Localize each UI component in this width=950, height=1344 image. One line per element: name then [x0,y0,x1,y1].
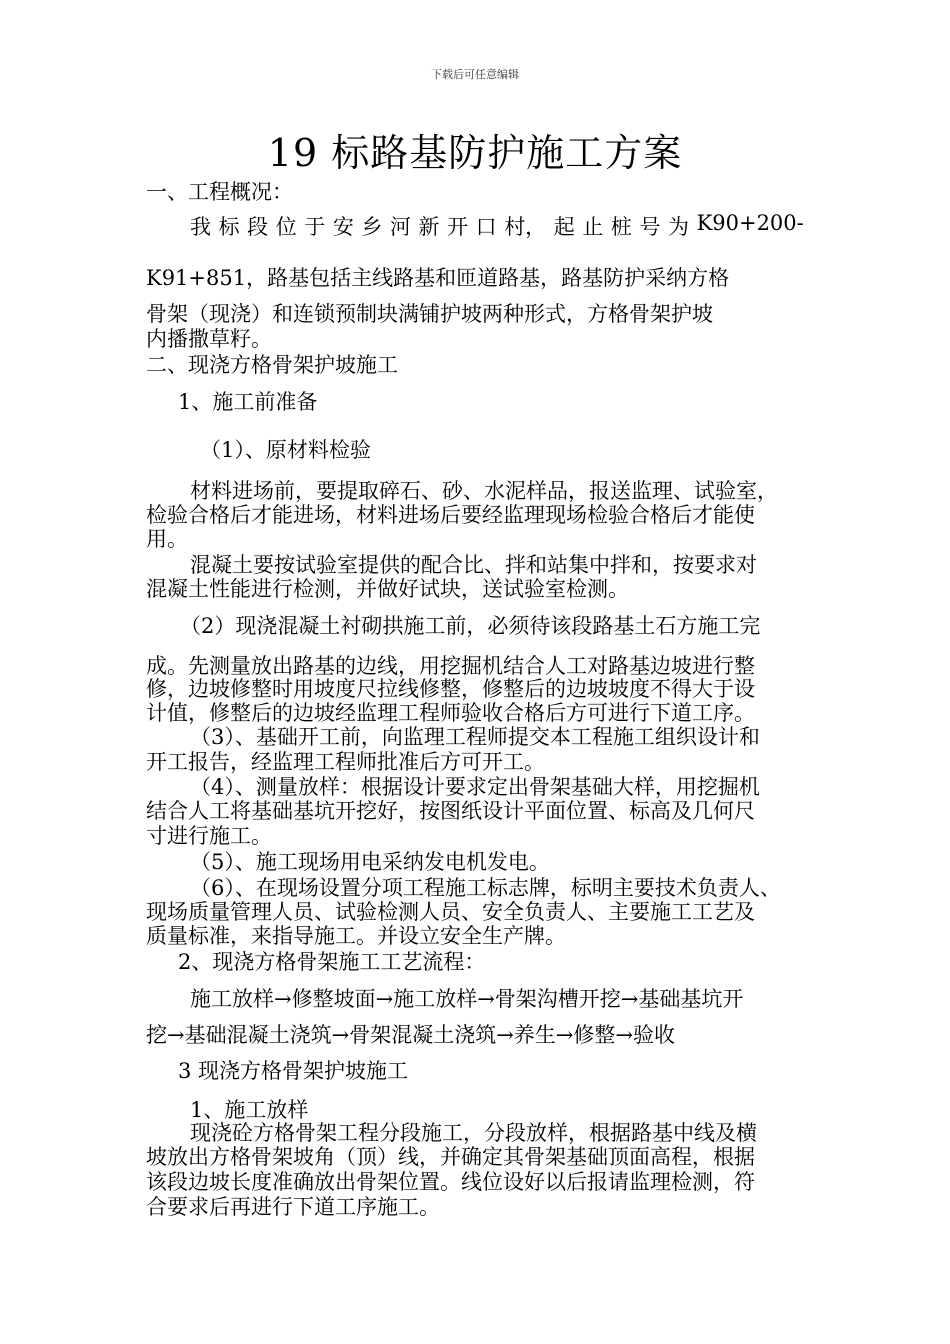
text-char: 止 [582,215,604,239]
paragraph-line: 开工报告，经监理工程师批准后方可开工。 [146,750,545,774]
text-char: 安 [332,215,354,239]
paragraph-line: 材料进场前，要提取碎石、砂、水泥样品，报送监理、试验室， [190,479,778,503]
paragraph-line: 成。先测量放出路基的边线，用挖掘机结合人工对路基边坡进行整 [146,654,755,678]
text-char: 段 [247,215,269,239]
text-char: 河 [389,215,411,239]
paragraph-line: 现浇砼方格骨架工程分段施工，分段放样，根据路基中线及横 [190,1121,757,1145]
text-char: 起 [553,215,575,239]
paragraph-line: 寸进行施工。 [146,824,272,848]
subsection-heading: 3 现浇方格骨架护坡施工 [178,1059,409,1083]
text-char: 新 [418,215,440,239]
text-char: 于 [304,215,326,239]
subsection-heading: （1）、原材料检验 [200,438,371,462]
paragraph-line: 用。 [146,527,188,551]
paragraph-line: （4）、测量放样：根据设计要求定出骨架基础大样，用挖掘机 [190,775,760,799]
paragraph-line: 坡放出方格骨架坡角（顶）线，并确定其骨架基础顶面高程，根据 [146,1145,755,1169]
paragraph-line: 混凝土性能进行检测，并做好试块，送试验室检测。 [146,577,629,601]
paragraph-line: 内播撒草籽。 [146,327,272,351]
subsection-heading: 1、施工放样 [190,1098,309,1122]
paragraph-line: 施工放样→修整坡面→施工放样→骨架沟槽开挖→基础基坑开 [190,987,744,1011]
paragraph-line: 检验合格后才能进场，材料进场后要经监理现场检验合格后才能使 [146,503,755,527]
text-char: 口 [475,215,497,239]
paragraph-line: 混凝土要按试验室提供的配合比、拌和站集中拌和，按要求对 [190,553,757,577]
paragraph-line: （2）现浇混凝土衬砌拱施工前，必须待该段路基土石方施工完 [180,614,761,638]
paragraph-line: 骨架（现浇）和连锁预制块满铺护坡两种形式，方格骨架护坡 [146,302,713,326]
paragraph-line: （6）、在现场设置分项工程施工标志牌，标明主要技术负责人、 [190,876,781,900]
text-char: 我 [190,215,211,239]
paragraph-line: （3）、基础开工前，向监理工程师提交本工程施工组织设计和 [190,725,760,749]
text-char: 开 [447,215,469,239]
subsection-heading: 2、现浇方格骨架施工工艺流程： [178,950,486,974]
text-char: K90+200- [696,211,804,235]
paragraph-line: 现场质量管理人员、试验检测人员、安全负责人、主要施工工艺及 [146,900,755,924]
header-note: 下载后可任意编辑 [431,68,519,81]
paragraph-line [190,211,804,241]
paragraph-line: 该段边坡长度准确放出骨架位置。线位设好以后报请监理检测，符 [146,1170,755,1194]
text-char: 位 [275,215,297,239]
paragraph-line: 结合人工将基础基坑开挖好，按图纸设计平面位置、标高及几何尺 [146,799,755,823]
subsection-heading: 1、施工前准备 [178,390,318,414]
paragraph-line: 挖→基础混凝土浇筑→骨架混凝土浇筑→养生→修整→验收 [146,1023,675,1047]
text-char: 标 [218,215,240,239]
document-title: 19 标路基防护施工方案 [267,131,683,175]
paragraph-line: 合要求后再进行下道工序施工。 [146,1195,440,1219]
text-char: 乡 [361,215,383,239]
section-heading: 一、工程概况： [146,180,293,204]
paragraph-line: 修，边坡修整时用坡度尺拉线修整，修整后的边坡坡度不得大于设 [146,677,755,701]
text-char: 为 [668,215,689,239]
section-heading: 二、现浇方格骨架护坡施工 [146,353,398,377]
text-char: 号 [639,215,661,239]
paragraph-line: （5）、施工现场用电采纳发电机发电。 [190,850,550,874]
text-char: 桩 [610,215,632,239]
paragraph-line: K91+851，路基包括主线路基和匝道路基，路基防护采纳方格 [146,266,730,290]
paragraph-line: 质量标准，来指导施工。并设立安全生产牌。 [146,924,566,948]
text-char: 村， [504,215,547,239]
paragraph-line: 计值，修整后的边坡经监理工程师验收合格后方可进行下道工序。 [146,701,755,725]
